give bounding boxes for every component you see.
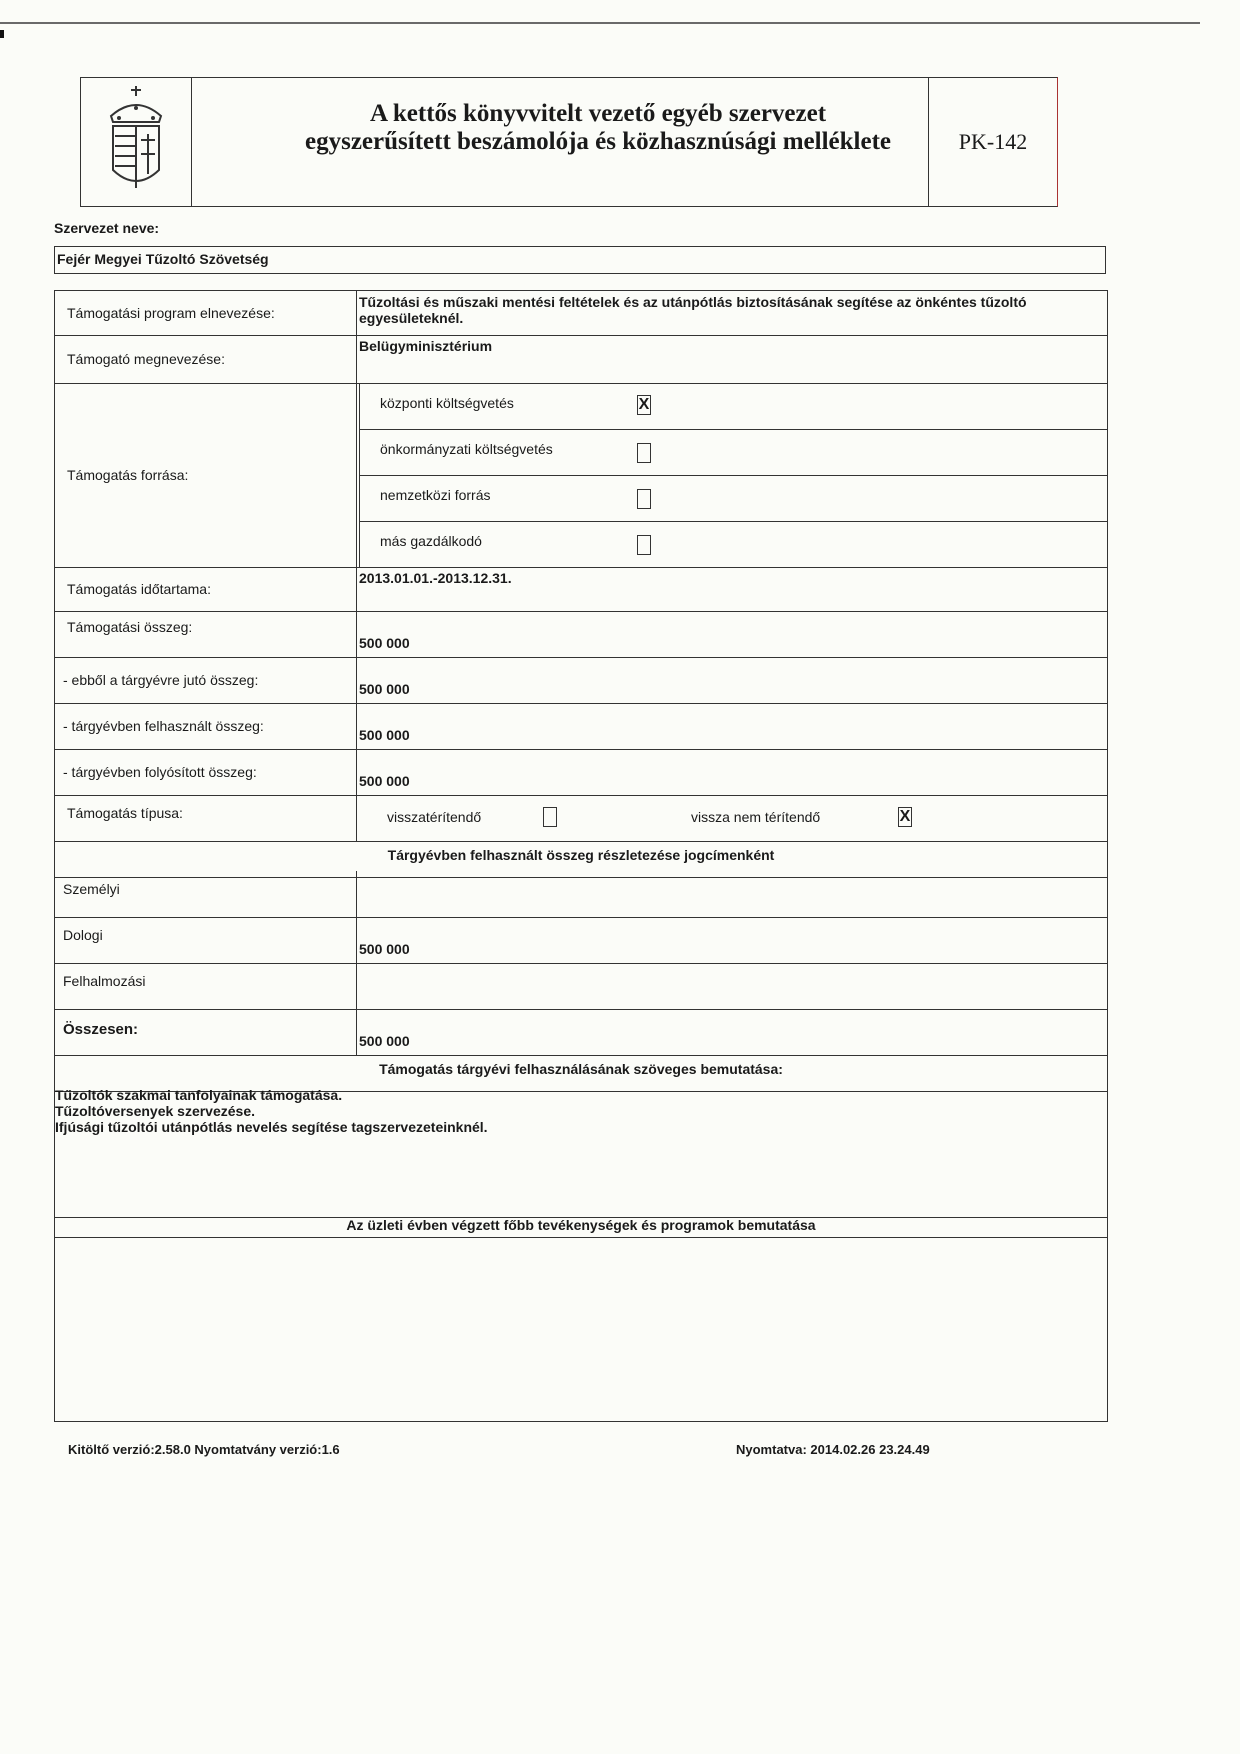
used-amount-label: - tárgyévben felhasznált összeg: (55, 703, 357, 749)
footer-version: Kitöltő verzió:2.58.0 Nyomtatvány verzió:1.6 (68, 1442, 340, 1457)
amount-value[interactable]: 500 000 (359, 635, 410, 651)
description-line: Tűzoltók szakmai tanfolyainak támogatása. (55, 1087, 343, 1103)
breakdown-row (55, 917, 1107, 964)
source-option-label: nemzetközi forrás (380, 487, 491, 503)
footer-printed: Nyomtatva: 2014.02.26 23.24.49 (736, 1442, 930, 1457)
description-line: Tűzoltóversenyek szervezése. (55, 1103, 255, 1119)
source-option-international (359, 475, 1108, 522)
activities-heading: Az üzleti évben végzett főbb tevékenységek és programok bemutatása (55, 1217, 1107, 1238)
breakdown-label: Felhalmozási (55, 963, 357, 1009)
supporter-label: Támogató megnevezése: (55, 335, 357, 383)
support-table (54, 290, 1108, 1422)
organization-name-field[interactable]: Fejér Megyei Tűzoltó Szövetség (54, 246, 1106, 274)
form-header (80, 77, 1058, 207)
type-nonrefundable-checkbox[interactable]: X (899, 808, 911, 825)
paid-amount-row (55, 749, 1107, 796)
form-code: PK-142 (928, 78, 1057, 206)
duration-value[interactable]: 2013.01.01.-2013.12.31. (359, 570, 512, 586)
description-box[interactable] (55, 1085, 1107, 1218)
breakdown-heading: Tárgyévben felhasznált összeg részletezése jogcímenként (55, 841, 1107, 878)
paid-amount-label: - tárgyévben folyósított összeg: (55, 749, 357, 795)
type-refundable-checkbox[interactable] (543, 807, 557, 827)
duration-row (55, 567, 1107, 612)
year-amount-row (55, 657, 1107, 704)
coat-of-arms-icon (81, 78, 192, 206)
source-option-label: más gazdálkodó (380, 533, 482, 549)
source-international-checkbox[interactable] (637, 489, 651, 509)
source-label: Támogatás forrása: (55, 383, 357, 567)
paid-amount-value[interactable]: 500 000 (359, 773, 410, 789)
amount-row (55, 611, 1107, 658)
supporter-value[interactable]: Belügyminisztérium (359, 338, 493, 354)
source-other-checkbox[interactable] (637, 535, 651, 555)
source-option-label: központi költségvetés (380, 395, 514, 411)
description-text (55, 1087, 488, 1135)
breakdown-value[interactable]: 500 000 (359, 941, 410, 957)
year-amount-label: - ebből a tárgyévre jutó összeg: (55, 657, 357, 703)
breakdown-total-row (55, 1009, 1107, 1056)
source-municipal-checkbox[interactable] (637, 443, 651, 463)
type-refundable-label: visszatérítendő (387, 809, 482, 825)
description-line: Ifjúsági tűzoltói utánpótlás nevelés segítése tagszervezeteinknél. (55, 1119, 488, 1135)
description-heading: Támogatás tárgyévi felhasználásának szöveges bemutatása: (55, 1055, 1107, 1092)
scan-mark (0, 30, 4, 38)
source-central-checkbox[interactable]: X (638, 396, 650, 413)
breakdown-row (55, 871, 1107, 918)
breakdown-total-value[interactable]: 500 000 (359, 1033, 410, 1049)
source-row (55, 383, 1107, 568)
source-option-label: önkormányzati költségvetés (380, 441, 553, 457)
supporter-row (55, 335, 1107, 384)
program-row (55, 291, 1107, 336)
title-line-1: A kettős könyvvitelt vezető egyéb szervezet (369, 100, 827, 127)
year-amount-value[interactable]: 500 000 (359, 681, 410, 697)
type-label: Támogatás típusa: (55, 795, 357, 841)
program-value[interactable]: Tűzoltási és műszaki mentési feltételek és az utánpótlás biztosításának segítése az önkéntes tűzoltó egyesületeknél. (359, 294, 1027, 326)
form-title (193, 100, 1003, 156)
source-option-other (359, 521, 1108, 567)
top-rule (0, 22, 1200, 24)
duration-label: Támogatás időtartama: (55, 567, 357, 611)
program-label: Támogatási program elnevezése: (55, 291, 357, 335)
used-amount-value[interactable]: 500 000 (359, 727, 410, 743)
organization-label: Szervezet neve: (54, 220, 160, 236)
amount-label: Támogatási összeg: (55, 611, 357, 657)
breakdown-row (55, 963, 1107, 1010)
type-row (55, 795, 1107, 842)
breakdown-label: Dologi (55, 917, 357, 963)
source-option-municipal (359, 429, 1108, 476)
title-line-2: egyszerűsített beszámolója és közhasznúsági melléklete (305, 128, 891, 155)
type-nonrefundable-label: vissza nem térítendő (691, 809, 821, 825)
breakdown-total-label: Összesen: (55, 1009, 357, 1055)
used-amount-row (55, 703, 1107, 750)
breakdown-label: Személyi (55, 871, 357, 917)
activities-box[interactable] (55, 1237, 1107, 1423)
source-option-central (359, 383, 1108, 430)
